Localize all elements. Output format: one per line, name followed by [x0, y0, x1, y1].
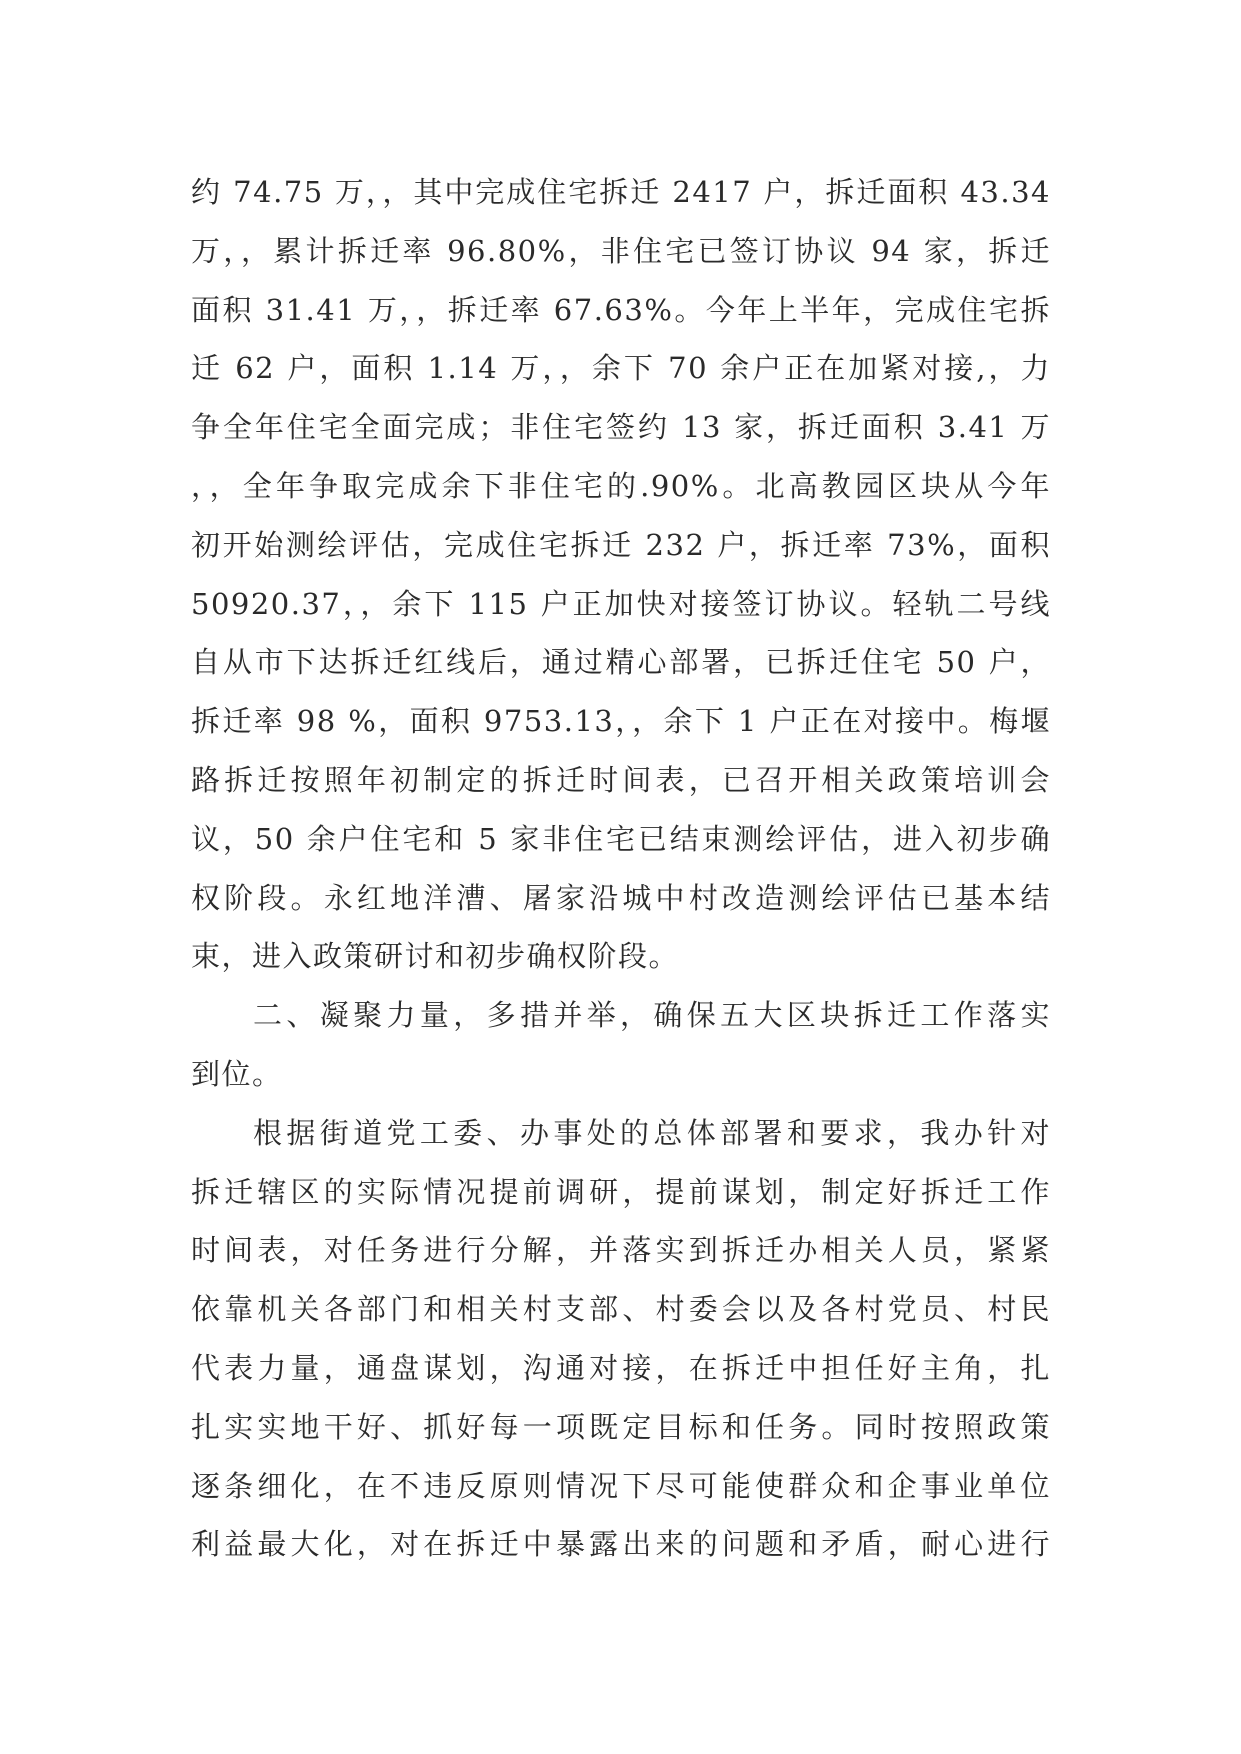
text-line: 二、凝聚力量，多措并举，确保五大区块拆迁工作落实: [253, 998, 1051, 1033]
text-line: 拆迁辖区的实际情况提前调研，提前谋划，制定好拆迁工作: [191, 1174, 1051, 1209]
text-line: 拆迁率 98 %，面积 9753.13，，余下 1 户正在对接中。梅堰: [191, 704, 1051, 739]
text-line: 代表力量，通盘谋划，沟通对接，在拆迁中担任好主角，扎: [191, 1350, 1051, 1385]
text-line: 议，50 余户住宅和 5 家非住宅已结束测绘评估，进入初步确: [191, 821, 1051, 856]
text-line: 根据街道党工委、办事处的总体部署和要求，我办针对: [253, 1115, 1051, 1150]
text-line: 初开始测绘评估，完成住宅拆迁 232 户，拆迁率 73%，面积: [191, 527, 1051, 562]
text-line: 时间表，对任务进行分解，并落实到拆迁办相关人员，紧紧: [191, 1233, 1051, 1268]
text-line: 面积 31.41 万，，拆迁率 67.63%。今年上半年，完成住宅拆: [191, 292, 1051, 327]
text-line: 到位。: [191, 1056, 283, 1091]
text-line: 路拆迁按照年初制定的拆迁时间表，已召开相关政策培训会: [191, 762, 1051, 797]
text-line: 束，进入政策研讨和初步确权阶段。: [191, 939, 680, 974]
text-line: 权阶段。永红地洋漕、屠家沿城中村改造测绘评估已基本结: [191, 880, 1051, 915]
document-body: [191, 163, 1051, 1574]
text-line: 迁 62 户，面积 1.14 万，，余下 70 余户正在加紧对接,，力: [191, 351, 1051, 386]
text-line: 扎实实地干好、抓好每一项既定目标和任务。同时按照政策: [191, 1409, 1051, 1444]
text-line: 约 74.75 万，，其中完成住宅拆迁 2417 户，拆迁面积 43.34: [191, 175, 1051, 209]
text-line: 争全年住宅全面完成；非住宅签约 13 家，拆迁面积 3.41 万: [191, 410, 1051, 445]
text-line: 自从市下达拆迁红线后，通过精心部署，已拆迁住宅 50 户，: [191, 645, 1051, 680]
text-line: 50920.37，，余下 115 户正加快对接签订协议。轻轨二号线: [191, 586, 1051, 621]
text-line: 逐条细化，在不违反原则情况下尽可能使群众和企事业单位: [191, 1468, 1051, 1503]
text-line: 利益最大化，对在拆迁中暴露出来的问题和矛盾，耐心进行: [191, 1527, 1051, 1562]
text-line: 万，，累计拆迁率 96.80%，非住宅已签订协议 94 家，拆迁: [191, 233, 1051, 268]
text-line: ，，全年争取完成余下非住宅的.90%。北高教园区块从今年: [191, 468, 1051, 503]
text-line: 依靠机关各部门和相关村支部、村委会以及各村党员、村民: [191, 1292, 1051, 1327]
